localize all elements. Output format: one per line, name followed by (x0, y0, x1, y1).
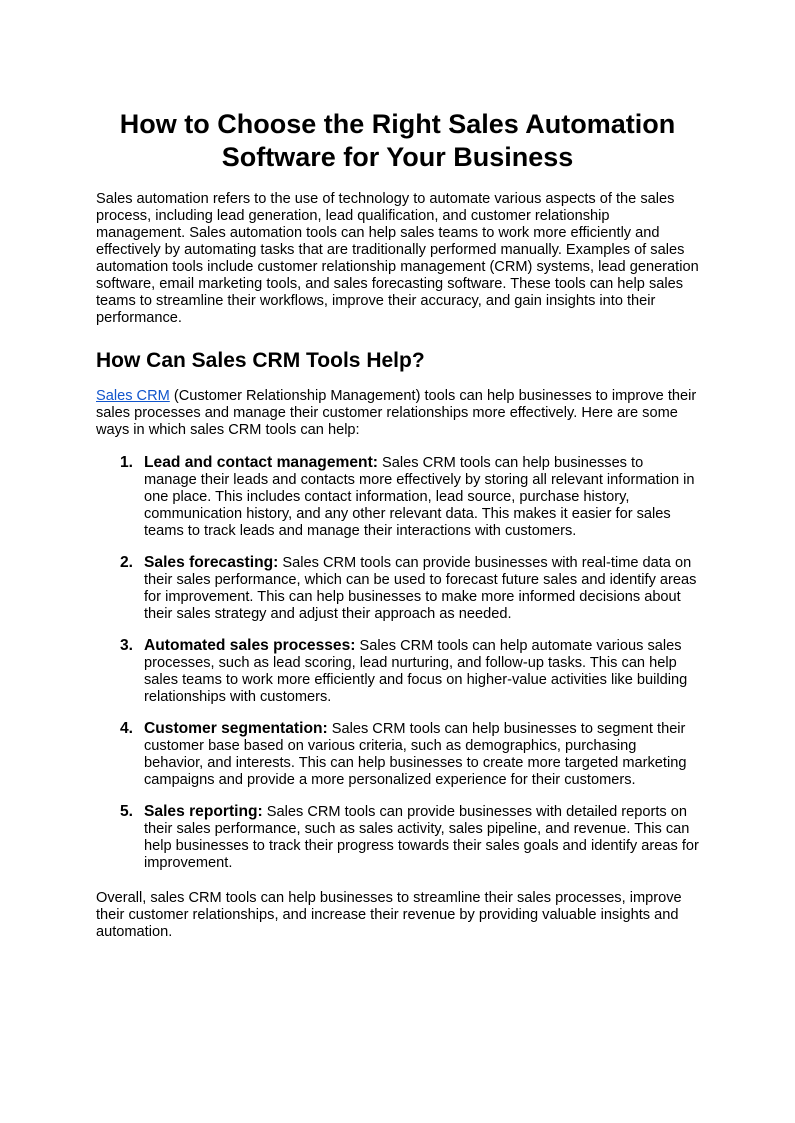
list-item-title: Automated sales processes: (144, 637, 356, 654)
list-item-number: 4. (120, 720, 134, 737)
list-item-number: 5. (120, 803, 134, 820)
list-item-number: 3. (120, 637, 134, 654)
list-item-number: 2. (120, 554, 134, 571)
list-item-title: Sales forecasting: (144, 554, 279, 571)
list-item-text: Sales CRM tools can help businesses to manage their leads and contacts more effectively by storing all relevant information in one place. This includes contact information, lead source, purchase history, communication history, and any other relevant data. This makes it easier for sales teams to track leads and manage their interactions with customers. (144, 455, 695, 539)
list-item-number: 1. (120, 454, 134, 471)
section-heading: How Can Sales CRM Tools Help? (96, 349, 425, 372)
list-item (96, 554, 699, 623)
sales-crm-link[interactable]: Sales CRM (96, 388, 170, 404)
list-item-text: Sales CRM tools can help automate various sales processes, such as lead scoring, lead nurturing, and follow-up tasks. This can help sales teams to work more efficiently and focus on higher-value activities like building relationships with customers. (144, 638, 688, 705)
list-item-text: Sales CRM tools can help businesses to segment their customer base based on various criteria, such as demographics, purchasing behavior, and interests. This can help businesses to create more targeted marketing campaigns and provide a more personalized experience for their customers. (144, 721, 687, 788)
conclusion-paragraph: Overall, sales CRM tools can help businesses to streamline their sales processes, improve their customer relationships, and increase their revenue by providing valuable insights and automation. (96, 890, 682, 940)
list-item-title: Sales reporting: (144, 803, 263, 820)
section-intro-text: (Customer Relationship Management) tools can help businesses to improve their sales processes and manage their customer relationships more effectively. Here are some ways in which sales CRM tools can help: (96, 388, 697, 438)
intro-paragraph: Sales automation refers to the use of technology to automate various aspects of the sales process, including lead generation, lead qualification, and customer relationship management. Sales automation tools can help sales teams to work more efficiently and effectively by automating tasks that are traditionally performed manually. Examples of sales automation tools include customer relationship management (CRM) systems, lead generation software, email marketing tools, and sales forecasting software. These tools can help sales teams to streamline their workflows, improve their accuracy, and gain insights into their performance. (96, 191, 699, 326)
list-item-title: Customer segmentation: (144, 720, 328, 737)
section-intro-paragraph (96, 388, 699, 439)
benefits-list (96, 454, 699, 872)
list-item-text: Sales CRM tools can provide businesses with detailed reports on their sales performance, such as sales activity, sales pipeline, and revenue. This can help businesses to track their progress towards their sales goals and identify areas for improvement. (144, 804, 699, 871)
list-item (96, 637, 699, 706)
list-item (96, 803, 699, 872)
list-item (96, 454, 699, 540)
list-item-title: Lead and contact management: (144, 454, 378, 471)
list-item-text: Sales CRM tools can provide businesses with real-time data on their sales performance, which can be used to forecast future sales and identify areas for improvement. This can help businesses to make more informed decisions about their sales strategy and adjust their approach as needed. (144, 555, 697, 622)
list-item (96, 720, 699, 789)
document-title: How to Choose the Right Sales Automation Software for Your Business (119, 109, 676, 172)
